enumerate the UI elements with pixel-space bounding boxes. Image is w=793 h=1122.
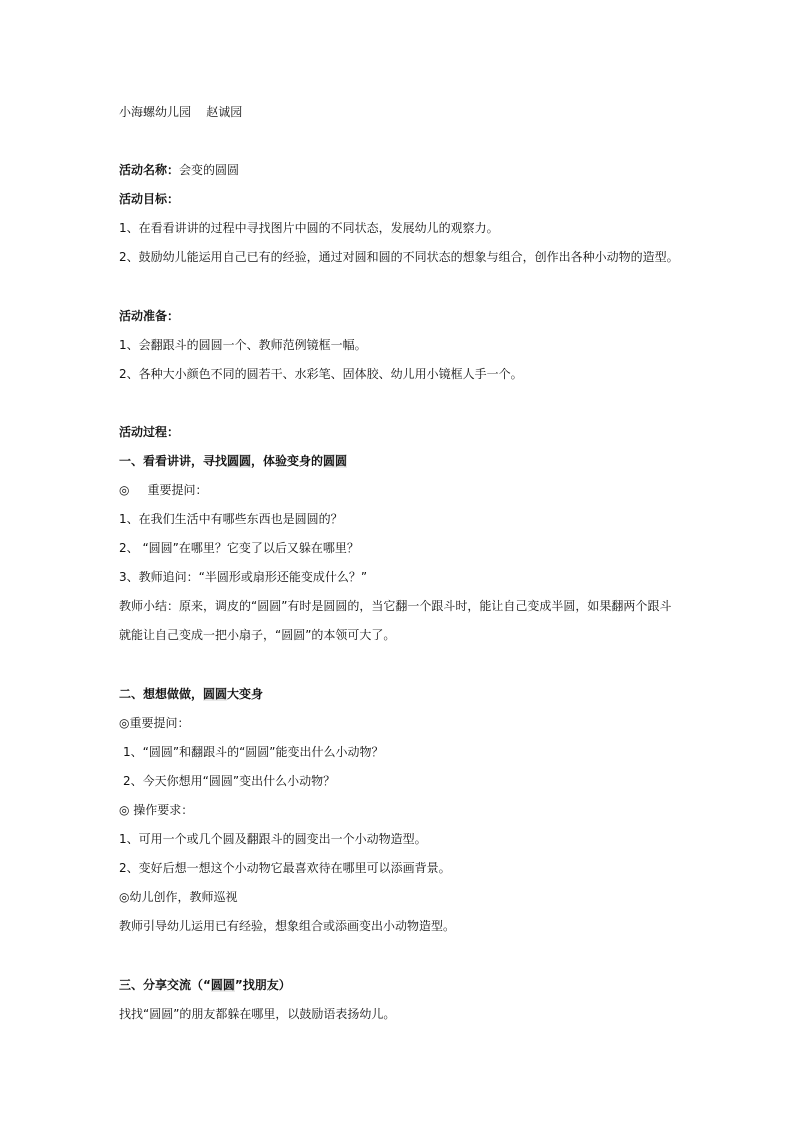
activity-name-line: [119, 162, 239, 178]
section3-heading-text: 三、分享交流（“: [119, 978, 211, 992]
goal-item-1: 1、在看看讲讲的过程中寻找图片中圆的不同状态，发展幼儿的观察力。: [119, 221, 499, 235]
section3-heading-post: ”找朋友）: [234, 978, 291, 992]
section2-heading-post: 大变身: [227, 687, 264, 701]
section1-heading: [119, 453, 347, 469]
section1-summary-line-1: 教师小结：原来，调皮的“圆圆”有时是圆圆的，当它翻一个跟斗时，能让自己变成半圆，如果翻两个跟斗: [119, 599, 672, 613]
section1-highlight-1: 圆圆: [227, 454, 252, 468]
section1-question-3: 3、教师追问：“半圆形或扇形还能变成什么？”: [119, 570, 368, 584]
school-name: 小海螺幼儿园: [119, 105, 192, 119]
section1-question-1: 1、在我们生活中有哪些东西也是圆圆的？: [119, 512, 343, 526]
section1-summary-line-2: 就能让自己变成一把小扇子，“圆圆”的本领可大了。: [119, 628, 396, 642]
section1-question-2: 2、 “圆圆”在哪里？它变了以后又躲在哪里？: [119, 541, 359, 555]
section3-heading: [119, 977, 291, 993]
section2-req-label: ◎ 操作要求：: [119, 803, 194, 817]
section1-question-label-line: [119, 482, 208, 498]
section1-heading-text: 一、看看讲讲，寻找: [119, 454, 228, 468]
section1-question-label: 重要提问：: [147, 483, 208, 497]
section1-highlight-2: 圆圆: [323, 454, 348, 468]
section2-create-label: ◎幼儿创作，教师巡视: [119, 890, 238, 904]
section2-req-1: 1、可用一个或几个圆及翻跟斗的圆变出一个小动物造型。: [119, 832, 427, 846]
section2-question-label: ◎重要提问：: [119, 716, 190, 730]
circle-symbol-icon: ◎: [119, 483, 130, 497]
section3-highlight: 圆圆: [210, 978, 235, 992]
teacher-name: 赵诚园: [206, 105, 243, 119]
activity-name-value: 会变的圆圆: [179, 163, 240, 177]
section1-heading-mid: ，体验变身的: [251, 454, 324, 468]
section2-highlight: 圆圆: [203, 687, 228, 701]
section2-question-2: 2、今天你想用“圆圆”变出什么小动物？: [123, 774, 336, 788]
section2-question-1: 1、“圆圆”和翻跟斗的“圆圆”能变出什么小动物？: [123, 745, 384, 759]
goal-item-2: 2、鼓励幼儿能运用自己已有的经验，通过对圆和圆的不同状态的想象与组合，创作出各种小动物的造型。: [119, 250, 679, 264]
section2-heading-text: 二、想想做做，: [119, 687, 204, 701]
section2-req-2: 2、变好后想一想这个小动物它最喜欢待在哪里可以添画背景。: [119, 861, 451, 875]
prep-item-1: 1、会翻跟斗的圆圆一个、教师范例镜框一幅。: [119, 338, 367, 352]
prep-item-2: 2、各种大小颜色不同的圆若干、水彩笔、固体胶、幼儿用小镜框人手一个。: [119, 367, 523, 381]
activity-name-label: 活动名称：: [119, 163, 180, 177]
prep-title: 活动准备：: [119, 309, 180, 323]
header-line: [119, 104, 242, 120]
goals-title: 活动目标：: [119, 192, 180, 206]
section2-guide: 教师引导幼儿运用已有经验，想象组合或添画变出小动物造型。: [119, 919, 456, 933]
section3-text: 找找“圆圆”的朋友都躲在哪里，以鼓励语表扬幼儿。: [119, 1007, 396, 1021]
section2-heading: [119, 686, 263, 702]
process-title: 活动过程：: [119, 425, 180, 439]
